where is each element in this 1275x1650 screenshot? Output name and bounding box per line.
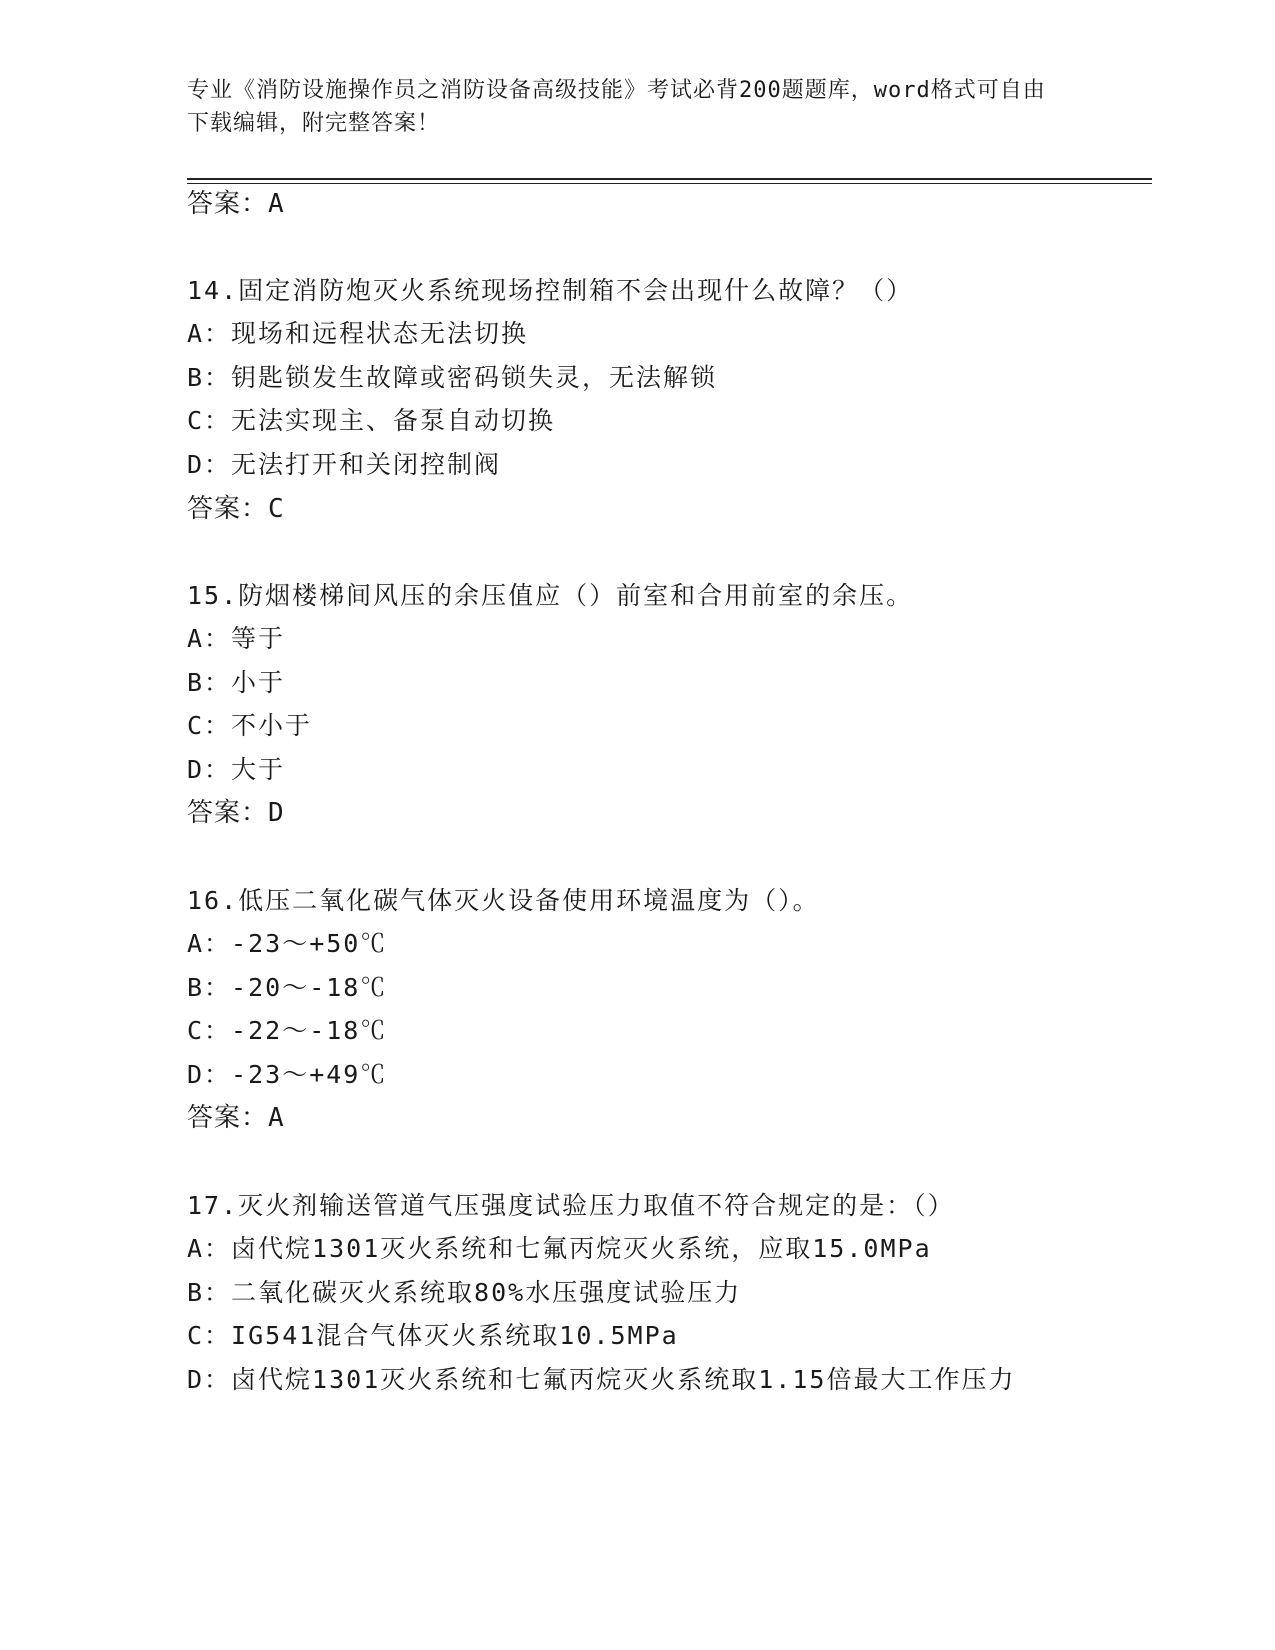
document-header: 专业《消防设施操作员之消防设备高级技能》考试必背200题题库，word格式可自由下载编辑，附完整答案！: [187, 78, 1046, 136]
option-d: D：无法打开和关闭控制阀: [187, 450, 502, 479]
header-rule-thin: [187, 183, 1152, 184]
answer-label: 答案：: [187, 189, 269, 219]
answer-value: A: [268, 1103, 285, 1133]
option-d: D：卤代烷1301灭火系统和七氟丙烷灭火系统取1.15倍最大工作压力: [187, 1365, 1016, 1394]
option-b: B：二氧化碳灭火系统取80%水压强度试验压力: [187, 1278, 742, 1307]
answer-value: C: [268, 494, 285, 524]
option-d: D：-23～+49℃: [187, 1060, 388, 1089]
option-a: A：现场和远程状态无法切换: [187, 319, 529, 348]
answer-line: [187, 1102, 285, 1134]
answer-line: [187, 188, 285, 220]
option-c: C：无法实现主、备泵自动切换: [187, 406, 556, 435]
option-a: A：等于: [187, 624, 286, 653]
option-c: C：-22～-18℃: [187, 1016, 388, 1045]
option-b: B：小于: [187, 668, 286, 697]
question-stem: 14.固定消防炮灭火系统现场控制箱不会出现什么故障？（）: [187, 276, 914, 305]
option-c: C：不小于: [187, 711, 313, 740]
option-c: C：IG541混合气体灭火系统取10.5MPa: [187, 1321, 679, 1350]
question-stem: 17.灭火剂输送管道气压强度试验压力取值不符合规定的是：（）: [187, 1191, 955, 1220]
question-stem: 16.低压二氧化碳气体灭火设备使用环境温度为（）。: [187, 886, 820, 915]
answer-value: D: [268, 798, 285, 828]
answer-value: A: [268, 189, 285, 219]
option-a: A：卤代烷1301灭火系统和七氟丙烷灭火系统，应取15.0MPa: [187, 1234, 932, 1263]
option-b: B：钥匙锁发生故障或密码锁失灵，无法解锁: [187, 363, 718, 392]
header-rule-thick: [187, 178, 1152, 180]
answer-label: 答案：: [187, 494, 269, 524]
option-b: B：-20～-18℃: [187, 973, 388, 1002]
answer-line: [187, 797, 285, 829]
option-a: A：-23～+50℃: [187, 929, 388, 958]
answer-line: [187, 493, 285, 525]
answer-label: 答案：: [187, 798, 269, 828]
option-d: D：大于: [187, 755, 286, 784]
question-stem: 15.防烟楼梯间风压的余压值应（）前室和合用前室的余压。: [187, 581, 914, 610]
answer-label: 答案：: [187, 1103, 269, 1133]
